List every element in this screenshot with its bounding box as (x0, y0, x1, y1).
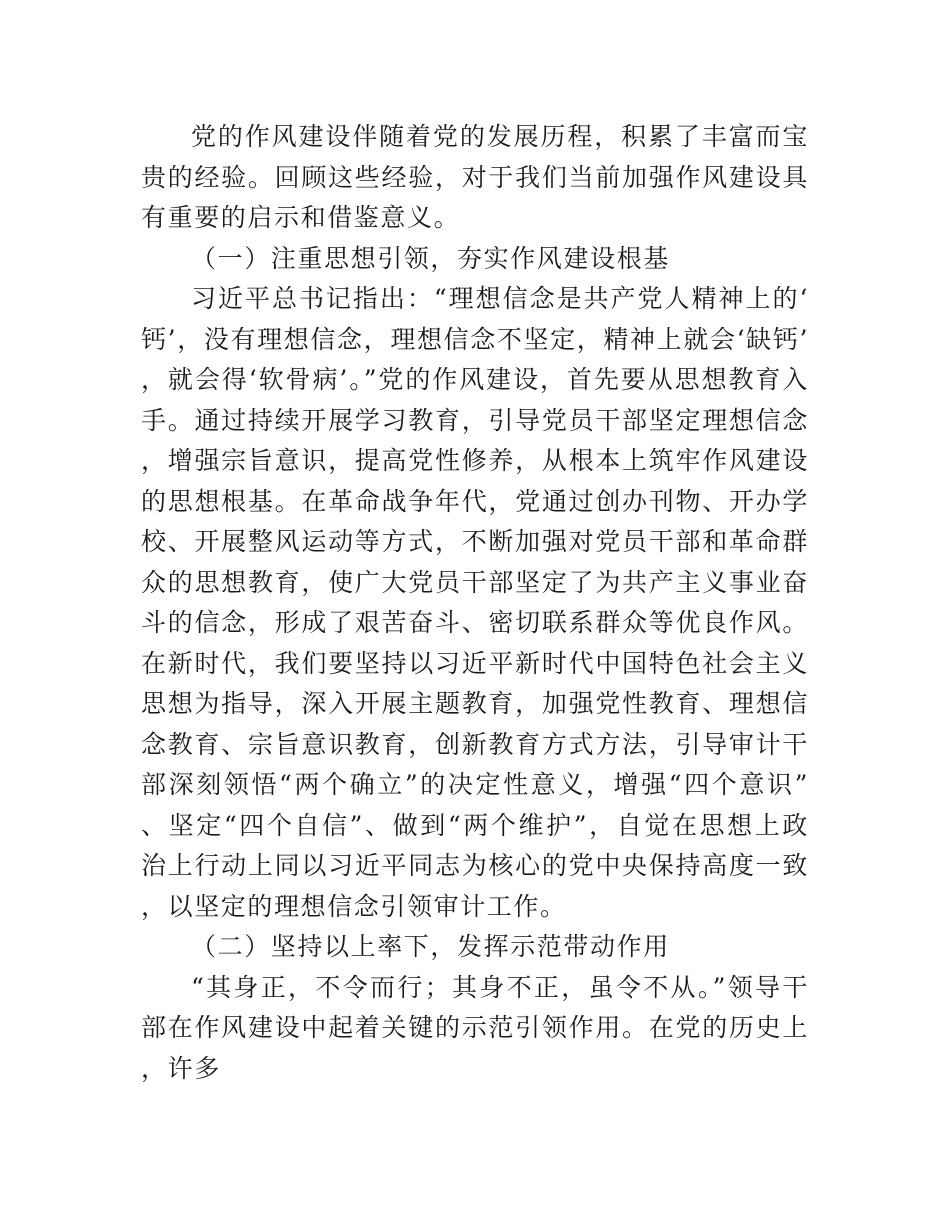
section-1-paragraph: 习近平总书记指出：“理想信念是共产党人精神上的‘钙’，没有理想信念，理想信念不坚定，精神上就会‘缺钙’，就会得‘软骨病’。”党的作风建设，首先要从思想教育入手。通过持续开展学习教育，引导党员干部坚定理想信念，增强宗旨意识，提高党性修养，从根本上筑牢作风建设的思想根基。在革命战争年代，党通过创办刊物、开办学校、开展整风运动等方式，不断加强对党员干部和革命群众的思想教育，使广大党员干部坚定了为共产主义事业奋斗的信念，形成了艰苦奋斗、密切联系群众等优良作风。在新时代，我们要坚持以习近平新时代中国特色社会主义思想为指导，深入开展主题教育，加强党性教育、理想信念教育、宗旨意识教育，创新教育方式方法，引导审计干部深刻领悟“两个确立”的决定性意义，增强“四个意识”、坚定“四个自信”、做到“两个维护”，自觉在思想上政治上行动上同以习近平同志为核心的党中央保持高度一致，以坚定的理想信念引领审计工作。 (141, 284, 809, 921)
section-heading-2: （二）坚持以上率下，发挥示范带动作用 (191, 932, 670, 961)
section-2-paragraph: “其身正，不令而行；其身不正，虽令不从。”领导干部在作风建设中起着关键的示范引领作用。在党的历史上，许多 (141, 972, 809, 1083)
document-body (141, 117, 809, 1089)
section-heading-1: （一）注重思想引领，夯实作风建设根基 (191, 243, 670, 273)
intro-paragraph: 党的作风建设伴随着党的发展历程，积累了丰富而宝贵的经验。回顾这些经验，对于我们当前加强作风建设具有重要的启示和借鉴意义。 (141, 122, 809, 232)
